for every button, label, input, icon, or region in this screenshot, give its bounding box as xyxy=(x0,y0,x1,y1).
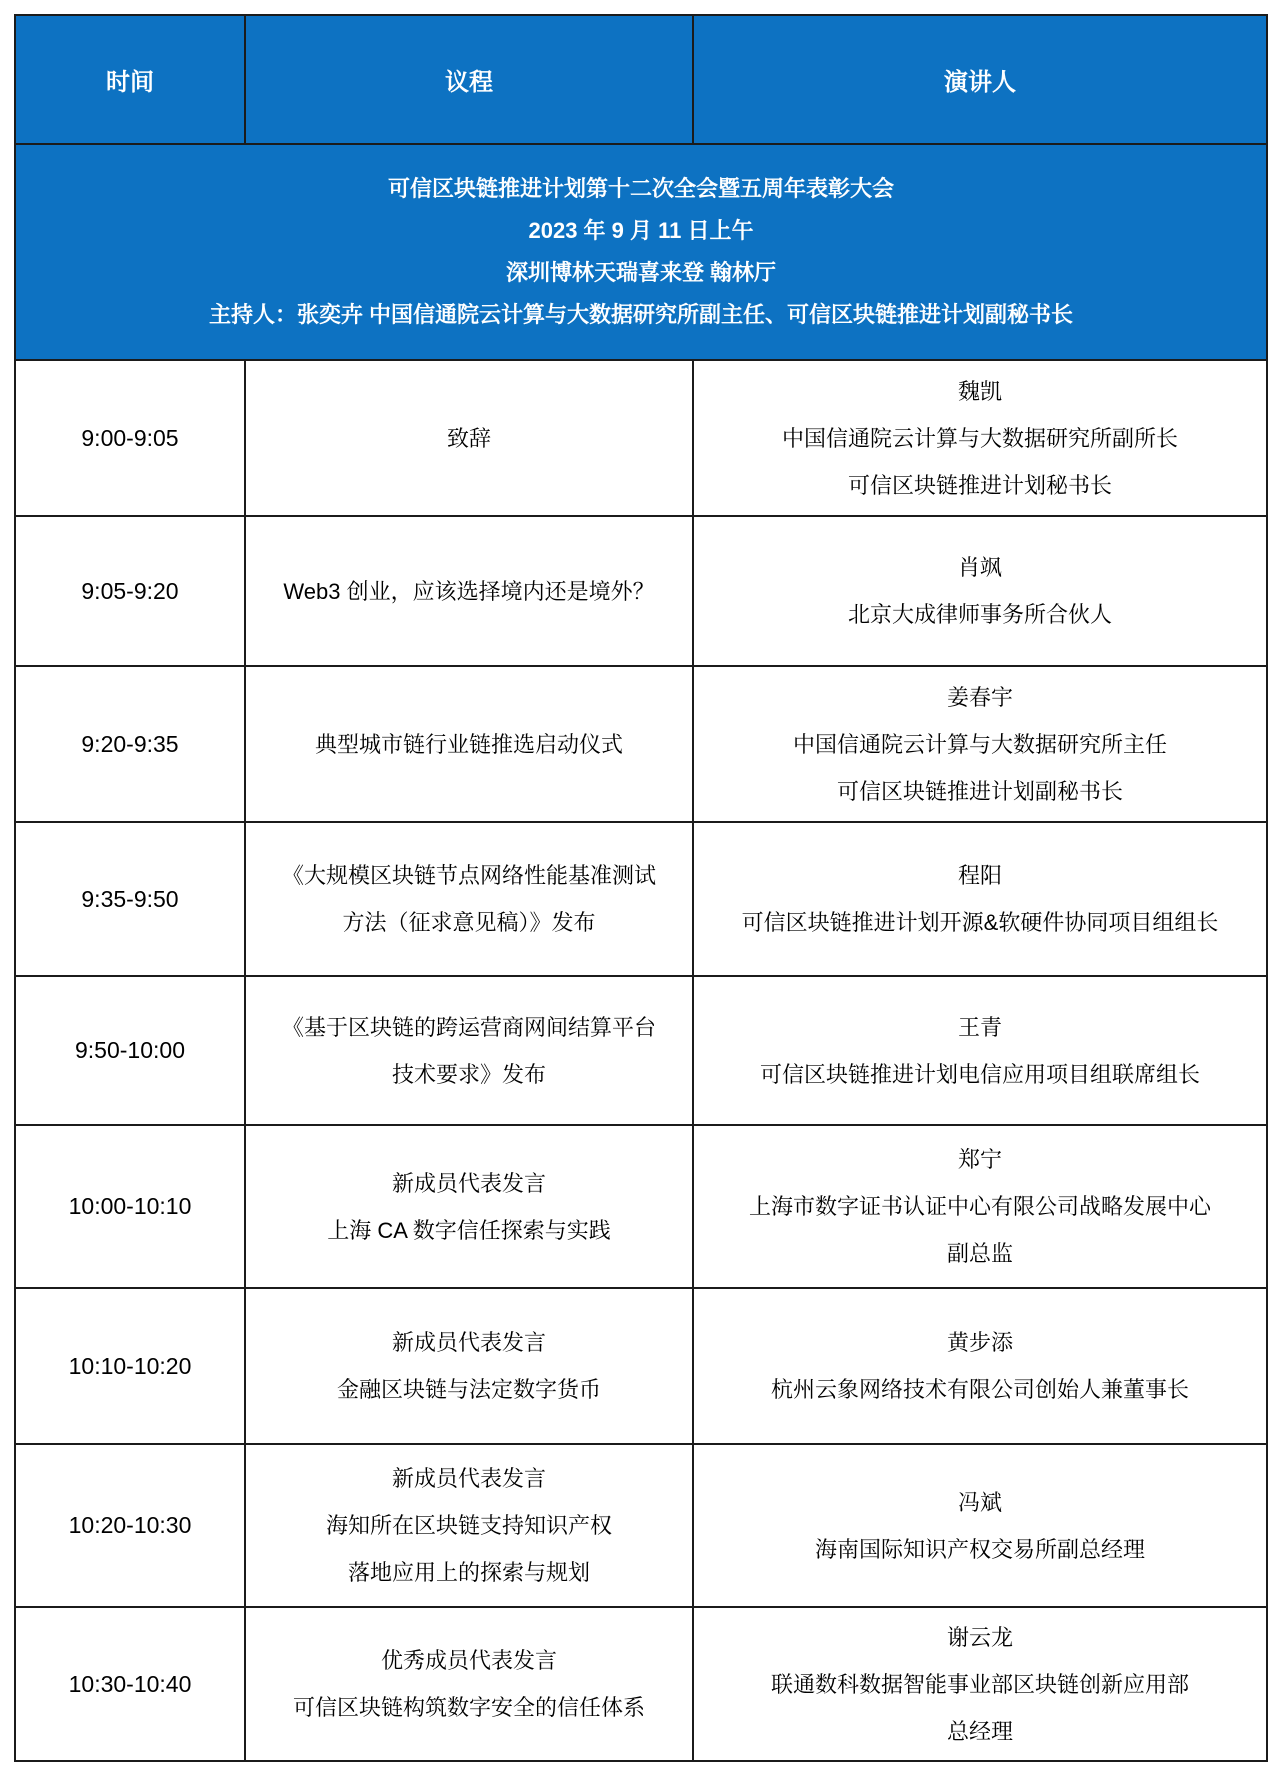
time-cell xyxy=(15,1125,245,1288)
agenda-cell xyxy=(245,666,693,822)
text-line: 金融区块链与法定数字货币 xyxy=(336,1377,601,1402)
speaker-cell xyxy=(693,976,1267,1125)
event-host: 主持人：张奕卉 中国信通院云计算与大数据研究所副主任、可信区块链推进计划副秘书长 xyxy=(208,302,1074,327)
text-line: 王青 xyxy=(957,1014,1002,1040)
column-header-speaker: 演讲人 xyxy=(693,15,1267,144)
text-line: 可信区块链推进计划开源&软硬件协同项目组组长 xyxy=(741,910,1219,935)
text-line: 中国信通院云计算与大数据研究所副所长 xyxy=(781,425,1178,451)
agenda-cell xyxy=(245,516,693,666)
text-line: 郑宁 xyxy=(957,1147,1002,1172)
text-line: 中国信通院云计算与大数据研究所主任 xyxy=(792,731,1167,757)
table-row xyxy=(15,1288,1267,1444)
text-line: 谢云龙 xyxy=(946,1624,1013,1650)
text-line: 副总监 xyxy=(946,1241,1013,1266)
text-line: 10:10-10:20 xyxy=(68,1352,192,1379)
text-line: 上海市数字证书认证中心有限公司战略发展中心 xyxy=(748,1194,1211,1219)
agenda-cell xyxy=(245,360,693,516)
text-line: 肖飒 xyxy=(957,555,1002,580)
event-datetime: 2023 年 9 月 11 日上午 xyxy=(528,218,754,243)
text-line: 冯斌 xyxy=(957,1489,1002,1515)
table-row xyxy=(15,1444,1267,1607)
text-line: 上海 CA 数字信任探索与实践 xyxy=(327,1217,611,1243)
schedule-table xyxy=(14,14,1268,1762)
event-title: 可信区块链推进计划第十二次全会暨五周年表彰大会 xyxy=(387,176,894,201)
event-venue: 深圳博林天瑞喜来登 翰林厅 xyxy=(505,260,777,285)
speaker-cell xyxy=(693,1125,1267,1288)
text-line: 可信区块链构筑数字安全的信任体系 xyxy=(292,1695,645,1720)
table-row xyxy=(15,822,1267,976)
text-line: 海南国际知识产权交易所副总经理 xyxy=(814,1536,1145,1562)
agenda-cell xyxy=(245,976,693,1125)
text-line: 新成员代表发言 xyxy=(391,1466,546,1491)
text-line: 新成员代表发言 xyxy=(391,1330,546,1355)
agenda-cell xyxy=(245,1288,693,1444)
time-cell xyxy=(15,1607,245,1761)
text-line: 北京大成律师事务所合伙人 xyxy=(847,602,1112,627)
speaker-cell xyxy=(693,666,1267,822)
agenda-cell xyxy=(245,822,693,976)
text-line: 魏凯 xyxy=(957,378,1002,404)
table-row xyxy=(15,360,1267,516)
text-line: 落地应用上的探索与规划 xyxy=(347,1560,590,1585)
text-line: 技术要求》发布 xyxy=(391,1061,546,1087)
table-row xyxy=(15,516,1267,666)
text-line: 9:20-9:35 xyxy=(81,730,179,757)
time-cell xyxy=(15,360,245,516)
speaker-cell xyxy=(693,516,1267,666)
schedule-body xyxy=(15,360,1267,1761)
text-line: 10:00-10:10 xyxy=(68,1193,192,1219)
speaker-cell xyxy=(693,1444,1267,1607)
text-line: 杭州云象网络技术有限公司创始人兼董事长 xyxy=(770,1377,1189,1402)
text-line: 《大规模区块链节点网络性能基准测试 xyxy=(281,863,656,888)
table-row xyxy=(15,1607,1267,1761)
text-line: 海知所在区块链支持知识产权 xyxy=(325,1513,612,1538)
time-cell xyxy=(15,822,245,976)
text-line: 程阳 xyxy=(957,863,1002,888)
text-line: 黄步添 xyxy=(946,1330,1013,1355)
text-line: 9:00-9:05 xyxy=(81,424,179,451)
text-line: 9:50-10:00 xyxy=(75,1037,185,1063)
text-line: 可信区块链推进计划电信应用项目组联席组长 xyxy=(759,1061,1200,1087)
text-line: 新成员代表发言 xyxy=(391,1170,546,1196)
agenda-cell xyxy=(245,1607,693,1761)
speaker-cell xyxy=(693,1607,1267,1761)
text-line: 9:35-9:50 xyxy=(81,885,179,912)
text-line: 10:20-10:30 xyxy=(68,1512,192,1538)
time-cell xyxy=(15,1288,245,1444)
speaker-cell xyxy=(693,360,1267,516)
column-header-row xyxy=(15,15,1267,144)
text-line: 方法（征求意见稿）》发布 xyxy=(342,910,596,935)
text-line: 10:30-10:40 xyxy=(68,1670,192,1697)
time-cell xyxy=(15,516,245,666)
time-cell xyxy=(15,1444,245,1607)
event-banner xyxy=(15,144,1267,360)
table-row xyxy=(15,666,1267,822)
text-line: 可信区块链推进计划秘书长 xyxy=(847,472,1112,498)
table-row xyxy=(15,1125,1267,1288)
speaker-cell xyxy=(693,1288,1267,1444)
column-header-time: 时间 xyxy=(15,15,245,144)
text-line: Web3 创业，应该选择境内还是境外？ xyxy=(283,578,655,604)
text-line: 9:05-9:20 xyxy=(81,577,179,604)
text-line: 姜春宇 xyxy=(946,684,1013,710)
speaker-cell xyxy=(693,822,1267,976)
time-cell xyxy=(15,976,245,1125)
text-line: 典型城市链行业链推选启动仪式 xyxy=(314,731,623,757)
text-line: 总经理 xyxy=(946,1718,1013,1744)
text-line: 可信区块链推进计划副秘书长 xyxy=(836,778,1123,804)
text-line: 《基于区块链的跨运营商网间结算平台 xyxy=(281,1014,656,1040)
agenda-cell xyxy=(245,1125,693,1288)
text-line: 联通数科数据智能事业部区块链创新应用部 xyxy=(770,1671,1189,1697)
table-row xyxy=(15,976,1267,1125)
agenda-cell xyxy=(245,1444,693,1607)
time-cell xyxy=(15,666,245,822)
text-line: 优秀成员代表发言 xyxy=(380,1648,557,1673)
column-header-agenda: 议程 xyxy=(245,15,693,144)
text-line: 致辞 xyxy=(446,425,491,451)
banner-row xyxy=(15,144,1267,360)
